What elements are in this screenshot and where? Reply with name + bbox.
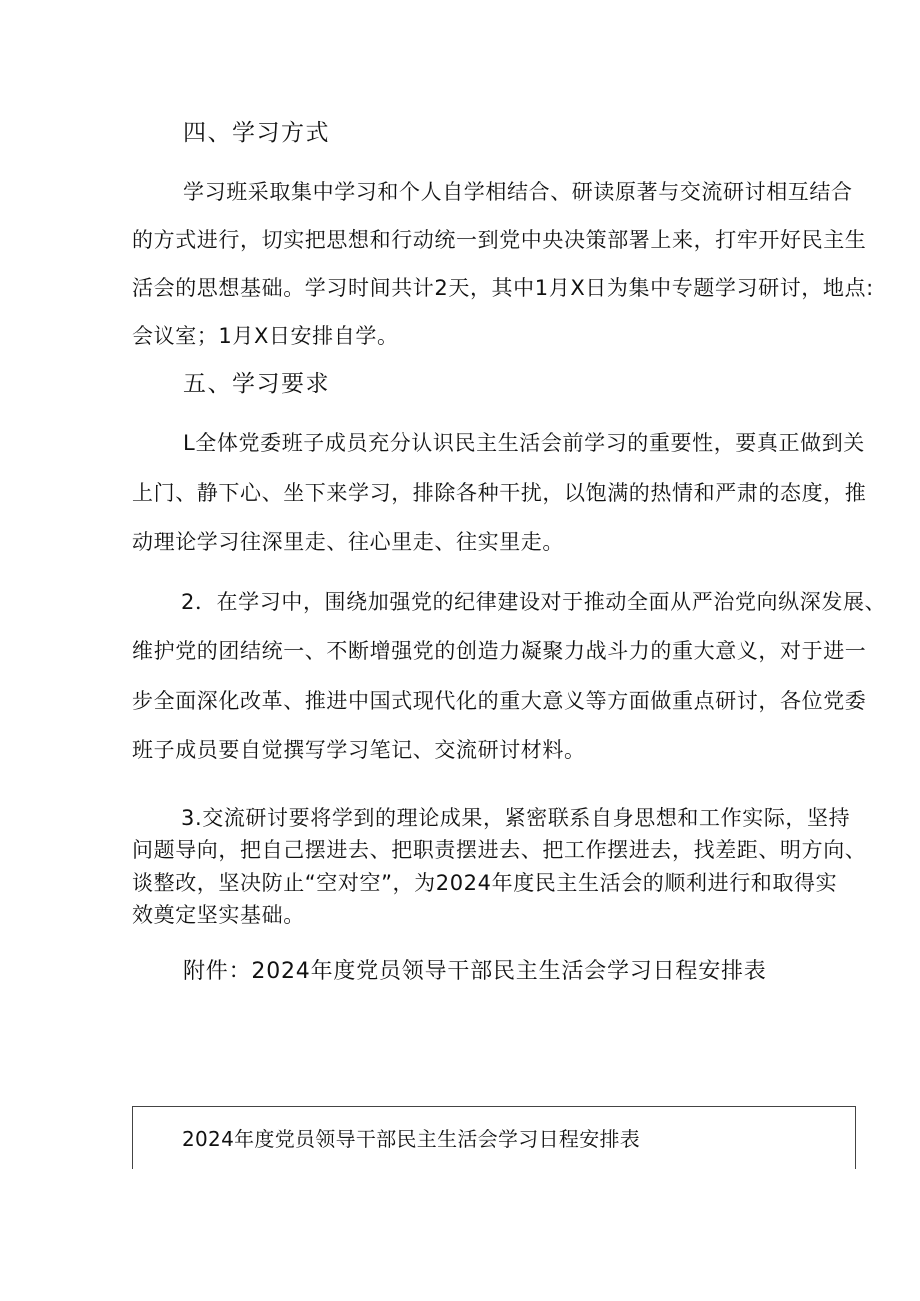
paragraph-line: 班子成员要自觉撰写学习笔记、交流研讨材料。 xyxy=(132,738,586,762)
attachment-line: 附件：2024年度党员领导干部民主生活会学习日程安排表 xyxy=(183,959,767,984)
paragraph-line: 动理论学习往深里走、往心里走、往实里走。 xyxy=(132,530,564,554)
section-heading-study-method: 四、学习方式 xyxy=(183,120,330,146)
paragraph-line: 维护党的团结统一、不断增强党的创造力凝聚力战斗力的重大意义，对于进一 xyxy=(132,639,867,663)
paragraph-line: 的方式进行，切实把思想和行动统一到党中央决策部署上来，打牢开好民主生 xyxy=(132,228,867,252)
paragraph-line: 会议室；1月X日安排自学。 xyxy=(132,324,399,348)
schedule-table xyxy=(132,1106,856,1171)
paragraph-line: 谈整改，坚决防止“空对空”，为2024年度民主生活会的顺利进行和取得实 xyxy=(132,871,838,895)
table-title: 2024年度党员领导干部民主生活会学习日程安排表 xyxy=(182,1127,641,1151)
paragraph-line: 2．在学习中，围绕加强党的纪律建设对于推动全面从严治党向纵深发展、 xyxy=(181,590,887,614)
paragraph-line: 活会的思想基础。学习时间共计2天，其中1月X日为集中专题学习研讨，地点: xyxy=(132,276,874,300)
paragraph-line: 效奠定坚实基础。 xyxy=(132,903,305,927)
paragraph-line: 上门、静下心、坐下来学习，排除各种干扰，以饱满的热情和严肃的态度，推 xyxy=(132,481,867,505)
table-left-border xyxy=(132,1107,133,1169)
table-right-border xyxy=(855,1107,856,1169)
paragraph-line: 学习班采取集中学习和个人自学相结合、研读原著与交流研讨相互结合 xyxy=(183,180,853,204)
paragraph-line: L全体党委班子成员充分认识民主生活会前学习的重要性，要真正做到关 xyxy=(183,431,865,455)
section-heading-study-requirements: 五、学习要求 xyxy=(183,371,330,397)
paragraph-line: 3.交流研讨要将学到的理论成果，紧密联系自身思想和工作实际，坚持 xyxy=(181,806,851,830)
paragraph-line: 步全面深化改革、推进中国式现代化的重大意义等方面做重点研讨，各位党委 xyxy=(132,689,867,713)
paragraph-line: 问题导向，把自己摆进去、把职责摆进去、把工作摆进去，找差距、明方向、 xyxy=(132,838,867,862)
